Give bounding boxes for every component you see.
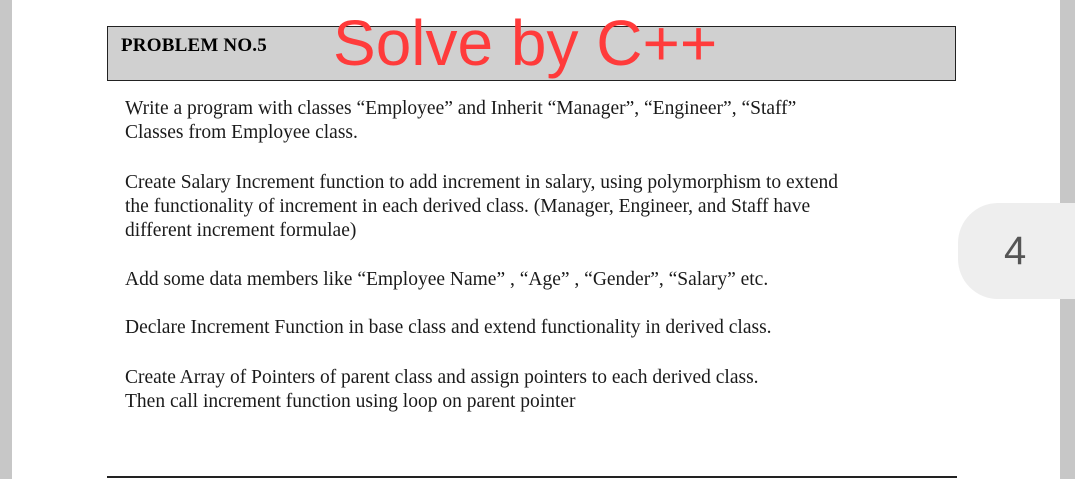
paragraph-line: Then call increment function using loop on parent pointer bbox=[125, 391, 576, 412]
paragraph-line: the functionality of increment in each derived class. (Manager, Engineer, and Staff have bbox=[125, 196, 811, 217]
paragraph-line: Declare Increment Function in base class and extend functionality in derived class. bbox=[125, 317, 772, 338]
paragraph-line: Create Salary Increment function to add increment in salary, using polymorphism to extend bbox=[125, 172, 838, 193]
paragraph-increment bbox=[125, 171, 925, 243]
paragraph-line: Create Array of Pointers of parent class and assign pointers to each derived class. bbox=[125, 367, 759, 388]
problem-title: PROBLEM NO.5 bbox=[121, 35, 267, 56]
paragraph-line: Add some data members like “Employee Name” , “Age” , “Gender”, “Salary” etc. bbox=[125, 269, 769, 290]
paragraph-array-pointers bbox=[125, 366, 925, 414]
paragraph-line: Write a program with classes “Employee” and Inherit “Manager”, “Engineer”, “Staff” bbox=[125, 98, 797, 119]
paragraph-declare-function bbox=[125, 316, 925, 340]
paragraph-line: Classes from Employee class. bbox=[125, 122, 358, 143]
page-number: 4 bbox=[1004, 229, 1027, 273]
section-divider bbox=[107, 476, 957, 478]
handwritten-annotation: Solve by C++ bbox=[333, 7, 718, 79]
paragraph-classes bbox=[125, 97, 925, 145]
paragraph-line: different increment formulae) bbox=[125, 220, 357, 241]
paragraph-data-members bbox=[125, 268, 925, 292]
